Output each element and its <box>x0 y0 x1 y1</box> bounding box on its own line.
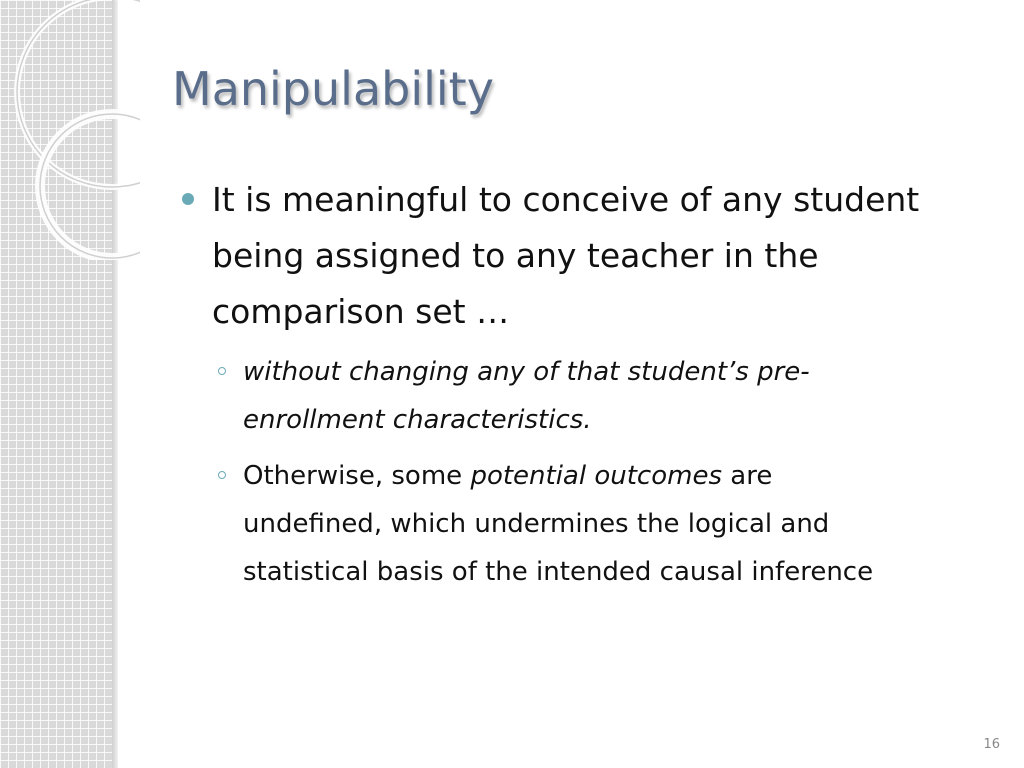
sub-bullet-text-after: are undefined, which undermines the logical and statistical basis of the intended causal inference <box>243 461 874 587</box>
slide-title: Manipulability <box>172 62 494 116</box>
sub-bullet-italic-text: potential outcomes <box>470 461 723 491</box>
bullet-item <box>180 172 1000 340</box>
sub-bullet-item <box>180 348 903 444</box>
slide-body <box>180 172 1000 596</box>
sub-bullet-text-before: Otherwise, some <box>243 461 471 491</box>
sub-bullet-item <box>180 452 903 596</box>
sub-bullet-circle-icon <box>218 471 226 479</box>
strip-edge-shadow <box>112 0 118 768</box>
page-number: 16 <box>983 737 1000 752</box>
sub-bullet-circle-icon <box>218 367 226 375</box>
bullet-dot-icon <box>182 193 194 205</box>
bullet-text: It is meaningful to conceive of any student being assigned to any teacher in the comparison set … <box>212 180 920 331</box>
sub-bullet-italic-text: without changing any of that student’s pre-enrollment characteristics. <box>243 357 810 435</box>
decorative-grid-strip <box>0 0 112 768</box>
